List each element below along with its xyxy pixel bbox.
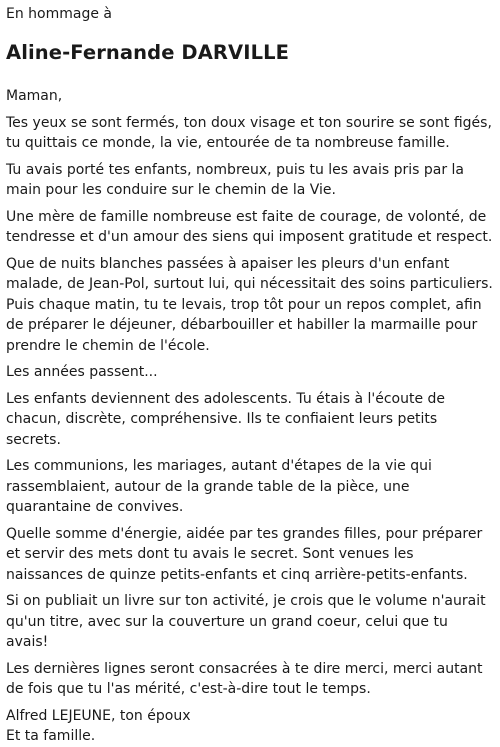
deceased-name: Aline-Fernande DARVILLE — [6, 41, 290, 64]
letter-paragraph: Que de nuits blanches passées à apaiser les pleurs d'un enfant malade, de Jean-Pol, surtout lui, qui nécessitait des soins particuliers. Puis chaque matin, tu te levais, trop tôt pour un repos complet, afin de préparer le déjeuner, débarbouiller et habiller la marmaille pour prendre le chemin de l'école. — [6, 255, 493, 354]
letter-paragraph: Les enfants deviennent des adolescents. Tu étais à l'écoute de chacun, discrète, compréhensive. Ils te confiaient leurs petits secrets. — [6, 390, 446, 448]
tribute-intro: En hommage à — [6, 6, 112, 22]
letter-paragraph: Les années passent... — [6, 364, 158, 380]
letter-paragraph: Si on publiait un livre sur ton activité, je crois que le volume n'aurait qu'un titre, avec sur la couverture un grand coeur, celui que tu avais! — [6, 593, 486, 650]
letter-paragraph: Tu avais porté tes enfants, nombreux, puis tu les avais pris par la main pour les conduire sur le chemin de la Vie. — [6, 161, 465, 198]
letter-paragraph: Tes yeux se sont fermés, ton doux visage et ton sourire se sont figés, tu quittais ce monde, la vie, entourée de ta nombreuse famille. — [6, 114, 492, 151]
signature-line: Et ta famille. — [6, 728, 96, 744]
letter-salutation: Maman, — [6, 88, 63, 104]
letter-paragraph: Les communions, les mariages, autant d'étapes de la vie qui rassemblaient, autour de la grande table de la pièce, une quarantaine de convives. — [6, 458, 432, 515]
signature-line: Alfred LEJEUNE, ton époux — [6, 707, 191, 724]
letter-paragraph: Les dernières lignes seront consacrées à te dire merci, merci autant de fois que tu l'as mérité, c'est-à-dire tout le temps. — [6, 660, 483, 697]
letter-paragraph: Quelle somme d'énergie, aidée par tes grandes filles, pour préparer et servir des mets dont tu avais le secret. Sont venues les naissances de quinze petits-enfants et cinq arrière-petits-enfants. — [6, 525, 483, 583]
letter-paragraph: Une mère de famille nombreuse est faite de courage, de volonté, de tendresse et d'un amour des siens qui imposent gratitude et respect. — [6, 208, 493, 245]
